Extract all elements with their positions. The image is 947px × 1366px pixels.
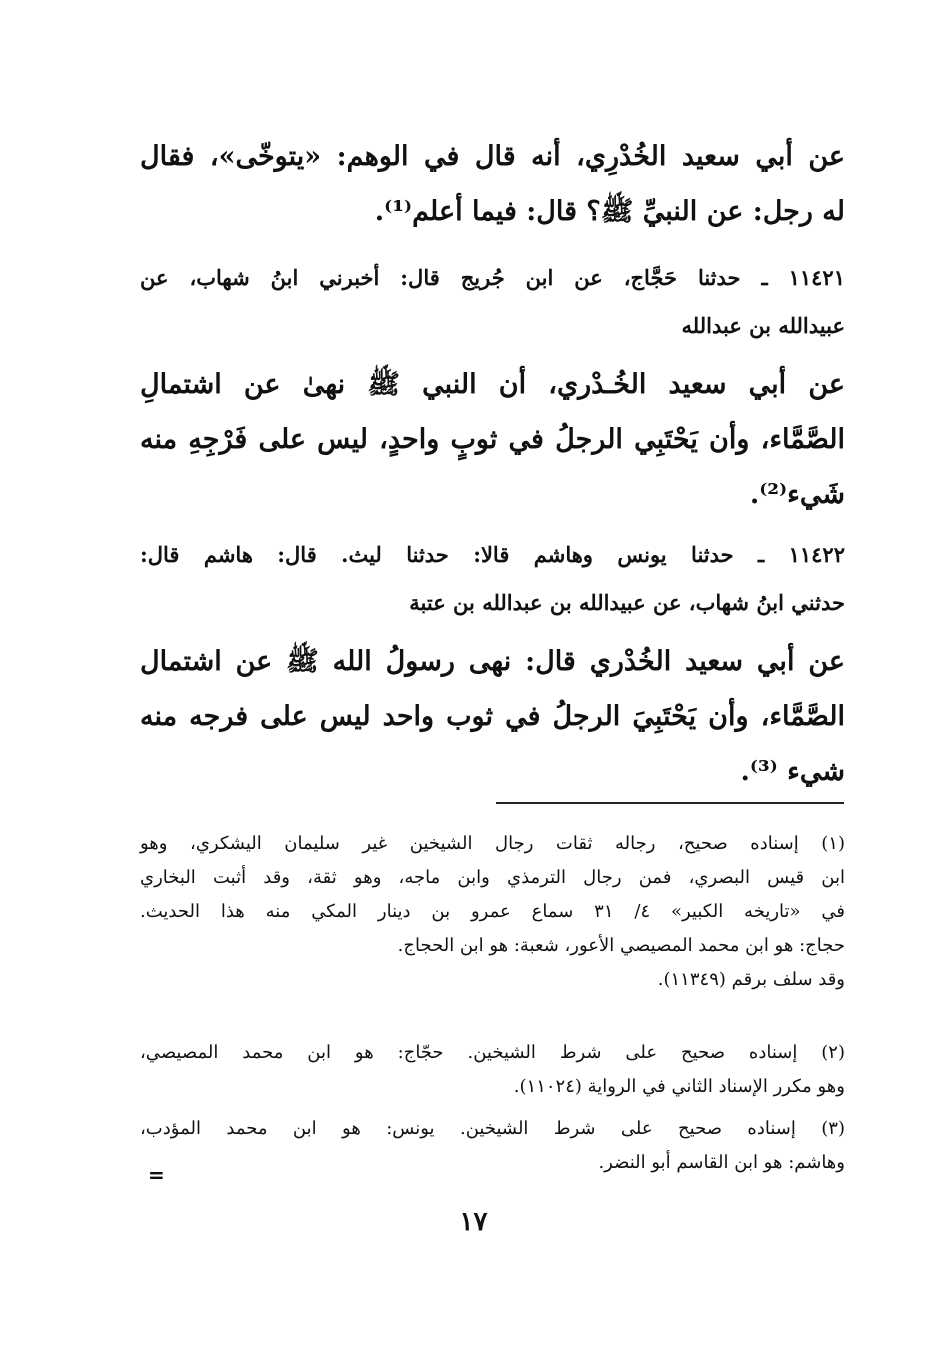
text-line: حدثني ابنُ شهاب، عن عبيدالله بن عبدالله بن عتبة — [409, 590, 845, 615]
isnad-11422 — [140, 531, 845, 627]
text-line: الصَّمَّاء، وأن يَحْتَبِي الرجلُ في ثوبٍ واحدٍ، ليس على فَرْجِهِ منه — [140, 424, 845, 455]
text-line: عن أبي سعيد الخُدْري قال: نهى رسولُ الله ﷺ عن اشتمال — [140, 646, 845, 677]
footnote-3 — [140, 1112, 845, 1180]
text-line: الصَّمَّاء، وأن يَحْتَبِيَ الرجلُ في ثوب واحد ليس على فرجه منه — [140, 701, 845, 732]
footnote-line: في «تاريخه الكبير» ٤/ ٣١ سماع عمرو بن دينار المكي منه هذا الحديث. — [140, 901, 846, 922]
hadith-text-1 — [140, 129, 845, 239]
footnote-2 — [140, 1036, 845, 1104]
hadith-text-3 — [140, 634, 845, 799]
footnote-line: وهاشم: هو ابن القاسم أبو النضر. — [598, 1152, 845, 1173]
text-line: له رجل: عن النبيِّ ﷺ؟ قال: فيما أعلم⁽¹⁾. — [374, 196, 845, 227]
footnote-line: ابن قيس البصري، فمن رجال الترمذي وابن ماجه، وهو ثقة، وقد أثبت البخاري — [140, 867, 845, 888]
footnote-line: (٢) إسناده صحيح على شرط الشيخين. حجّاج: هو ابن محمد المصيصي، — [140, 1042, 845, 1063]
text-line: ١١٤٢١ ـ حدثنا حَجَّاج، عن ابن جُريج قال: أخبرني ابنُ شهاب، عن — [140, 265, 845, 290]
footnote-separator — [496, 802, 844, 804]
text-line: عن أبي سعيد الخُدْرِي، أنه قال في الوهم: «يتوخّى»، فقال — [140, 141, 845, 172]
hadith-text-2 — [140, 357, 845, 522]
footnote-line: وقد سلف برقم (١١٣٤٩). — [657, 969, 845, 990]
footnote-1 — [140, 827, 845, 997]
text-line: شَيء⁽²⁾. — [749, 479, 845, 510]
isnad-11421 — [140, 254, 845, 350]
footnote-line: (٣) إسناده صحيح على شرط الشيخين. يونس: هو ابن محمد المؤدب، — [140, 1118, 845, 1139]
footnote-line: حجاج: هو ابن محمد المصيصي الأعور، شعبة: هو ابن الحجاج. — [397, 935, 845, 956]
page-number: ١٧ — [459, 1207, 488, 1237]
text-line: ١١٤٢٢ ـ حدثنا يونس وهاشم قالا: حدثنا ليث. قال: هاشم قال: — [140, 542, 845, 567]
footnote-line: (١) إسناده صحيح، رجاله ثقات رجال الشيخين غير سليمان اليشكري، وهو — [140, 833, 845, 854]
footnote-line: وهو مكرر الإسناد الثاني في الرواية (١١٠٢٤). — [513, 1076, 845, 1097]
text-line: شيء ⁽³⁾. — [740, 756, 845, 787]
continuation-mark: = — [148, 1163, 165, 1187]
text-line: عبيدالله بن عبدالله — [681, 313, 845, 338]
text-line: عن أبي سعيد الخُـدْري، أن النبي ﷺ نهىٰ عن اشتمالِ — [140, 369, 845, 400]
